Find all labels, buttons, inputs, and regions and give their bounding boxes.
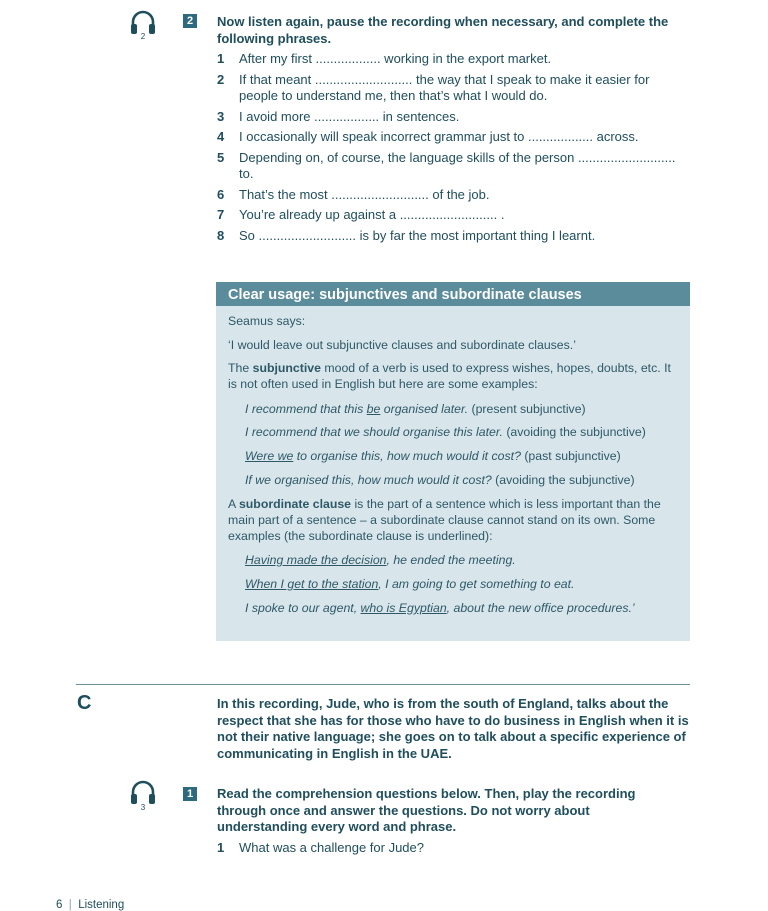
item-text: What was a challenge for Jude? (239, 840, 424, 855)
item-number: 5 (217, 149, 225, 165)
item-number: 2 (217, 71, 225, 87)
section-letter: C (77, 692, 92, 714)
item-text: That’s the most ........................... of the job. (239, 186, 490, 202)
item-number: 7 (217, 207, 225, 222)
section-divider (76, 684, 690, 685)
item-text: I avoid more .................. in sentences. (239, 108, 460, 124)
list-item (217, 207, 692, 224)
item-text: If that meant ........................... the way that I speak to make it easier for people to understand me, then that’s what I would do. (239, 71, 650, 103)
quote: ‘I would leave out subjunctive clauses and subordinate clauses.’ (228, 338, 576, 352)
item-text: You’re already up against a ........................... . (239, 207, 505, 222)
usage-box-title: Clear usage: subjunctives and subordinate clauses (216, 282, 690, 306)
item-text: I occasionally will speak incorrect grammar just to .................. across. (239, 129, 639, 144)
list-item (217, 187, 692, 204)
exercise-number: 2 (183, 14, 197, 28)
item-number: 3 (217, 108, 225, 124)
list-item (217, 840, 692, 857)
speaker-line: Seamus says: (228, 314, 306, 328)
item-text: After my first .................. working in the export market. (239, 51, 552, 66)
example-sentence: I recommend that we should organise this later. (avoiding the subjunctive) (245, 425, 646, 439)
example-sentence: I recommend that this be organised later. (present subjunctive) (245, 402, 586, 416)
exercise-instruction: Now listen again, pause the recording when necessary, and complete the following phrases. (217, 14, 669, 46)
page-footer (56, 899, 124, 911)
example-sentence: Were we to organise this, how much would it cost? (past subjunctive) (245, 449, 621, 463)
list-item (217, 129, 692, 146)
item-number: 1 (217, 840, 225, 855)
exercise-instruction: Read the comprehension questions below. Then, play the recording through once and answer the questions. Do not worry about understanding every word and phrase. (217, 786, 636, 834)
list-item (217, 51, 692, 68)
usage-box (216, 282, 690, 641)
phrase-list (217, 51, 692, 244)
item-text: So ........................... is by far the most important thing I learnt. (239, 227, 596, 243)
page-number: 6 (56, 899, 63, 911)
item-number: 8 (217, 227, 225, 243)
item-number: 4 (217, 129, 225, 144)
item-number: 1 (217, 51, 225, 66)
example-sentence: If we organised this, how much would it cost? (avoiding the subjunctive) (245, 473, 635, 487)
exercise-number: 1 (183, 787, 197, 801)
subordinate-definition: A subordinate clause is the part of a sentence which is less important than the main part of a sentence – a subordinate clause cannot stand on its own. Some examples (the subordinate clause is underlined): (228, 497, 661, 543)
subjunctive-definition: The subjunctive mood of a verb is used to express wishes, hopes, doubts, etc. It is not often used in English but here are some examples: (228, 361, 671, 391)
footer-separator: | (68, 899, 72, 911)
item-text: Depending on, of course, the language skills of the person ........................... to. (239, 149, 676, 181)
list-item (217, 72, 692, 105)
example-sentence: When I get to the station, I am going to get something to eat. (245, 577, 575, 591)
list-item (217, 228, 692, 245)
footer-section: Listening (78, 899, 125, 911)
list-item (217, 109, 692, 126)
section-intro: In this recording, Jude, who is from the south of England, talks about the respect that she has for those who have to do business in English when it is not their native language; she goes on to talk about a specific experience of communicating in English in the UAE. (217, 696, 689, 761)
track-number: 3 (140, 803, 146, 812)
example-sentence: Having made the decision, he ended the meeting. (245, 553, 516, 567)
example-sentence: I spoke to our agent, who is Egyptian, about the new office procedures.’ (245, 601, 635, 615)
list-item (217, 150, 692, 183)
item-number: 6 (217, 186, 225, 202)
track-number: 2 (140, 32, 146, 41)
